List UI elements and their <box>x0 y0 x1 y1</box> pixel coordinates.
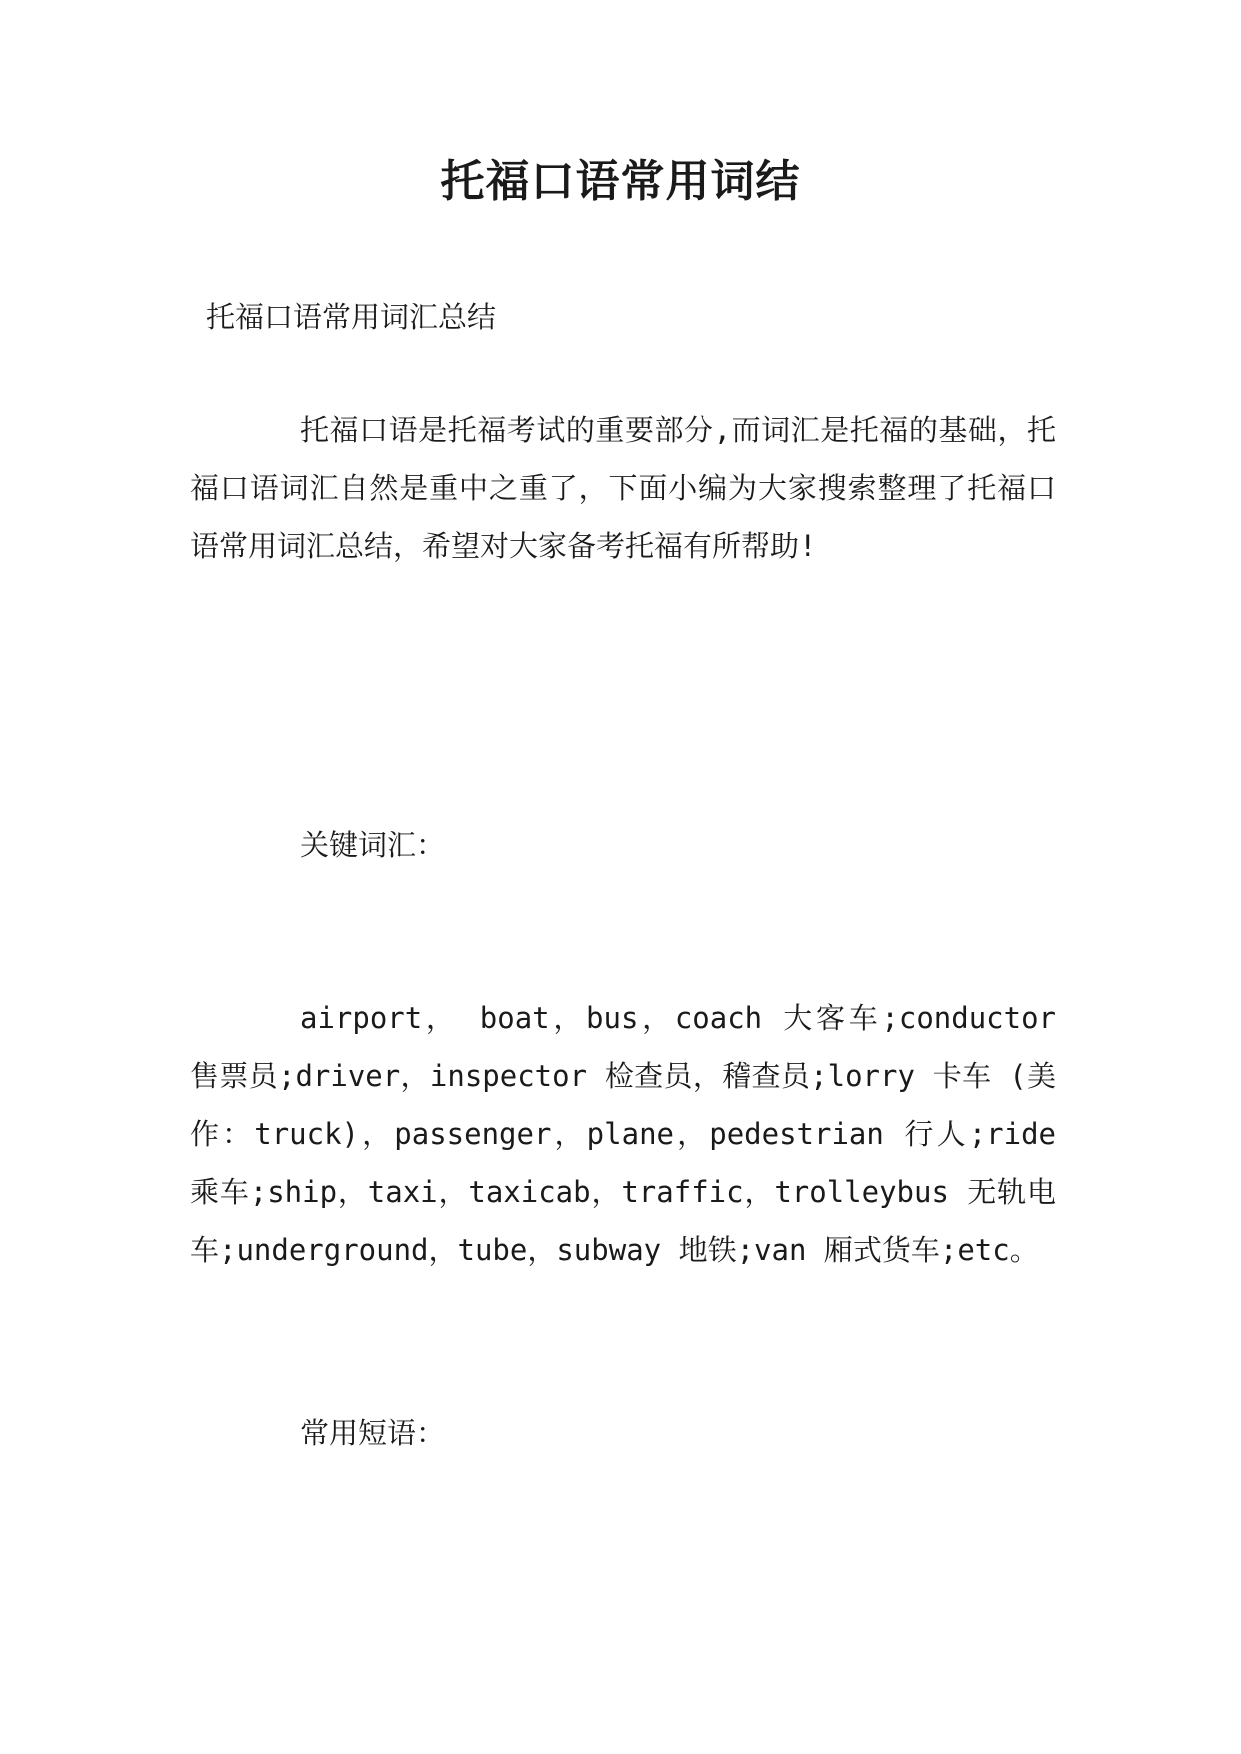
intro-paragraph: 托福口语是托福考试的重要部分,而词汇是托福的基础，托福口语词汇自然是重中之重了，下面小编为大家搜索整理了托福口语常用词汇总结，希望对大家备考托福有所帮助! <box>190 413 1056 563</box>
document-subtitle: 托福口语常用词汇总结 <box>206 300 497 334</box>
keywords-heading: 关键词汇： <box>300 828 446 862</box>
document-title: 托福口语常用词结 <box>440 156 801 207</box>
phrases-heading: 常用短语： <box>300 1416 446 1450</box>
keywords-paragraph: airport， boat，bus，coach 大客车;conductor 售票员;driver，inspector 检查员，稽查员;lorry 卡车 (美作：truck)，passenger，plane，pedestrian 行人;ride 乘车;ship，taxi，taxicab，traffic，trolleybus 无轨电车;underground，tube，subway 地铁;van 厢式货车;etc。 <box>190 1001 1056 1267</box>
